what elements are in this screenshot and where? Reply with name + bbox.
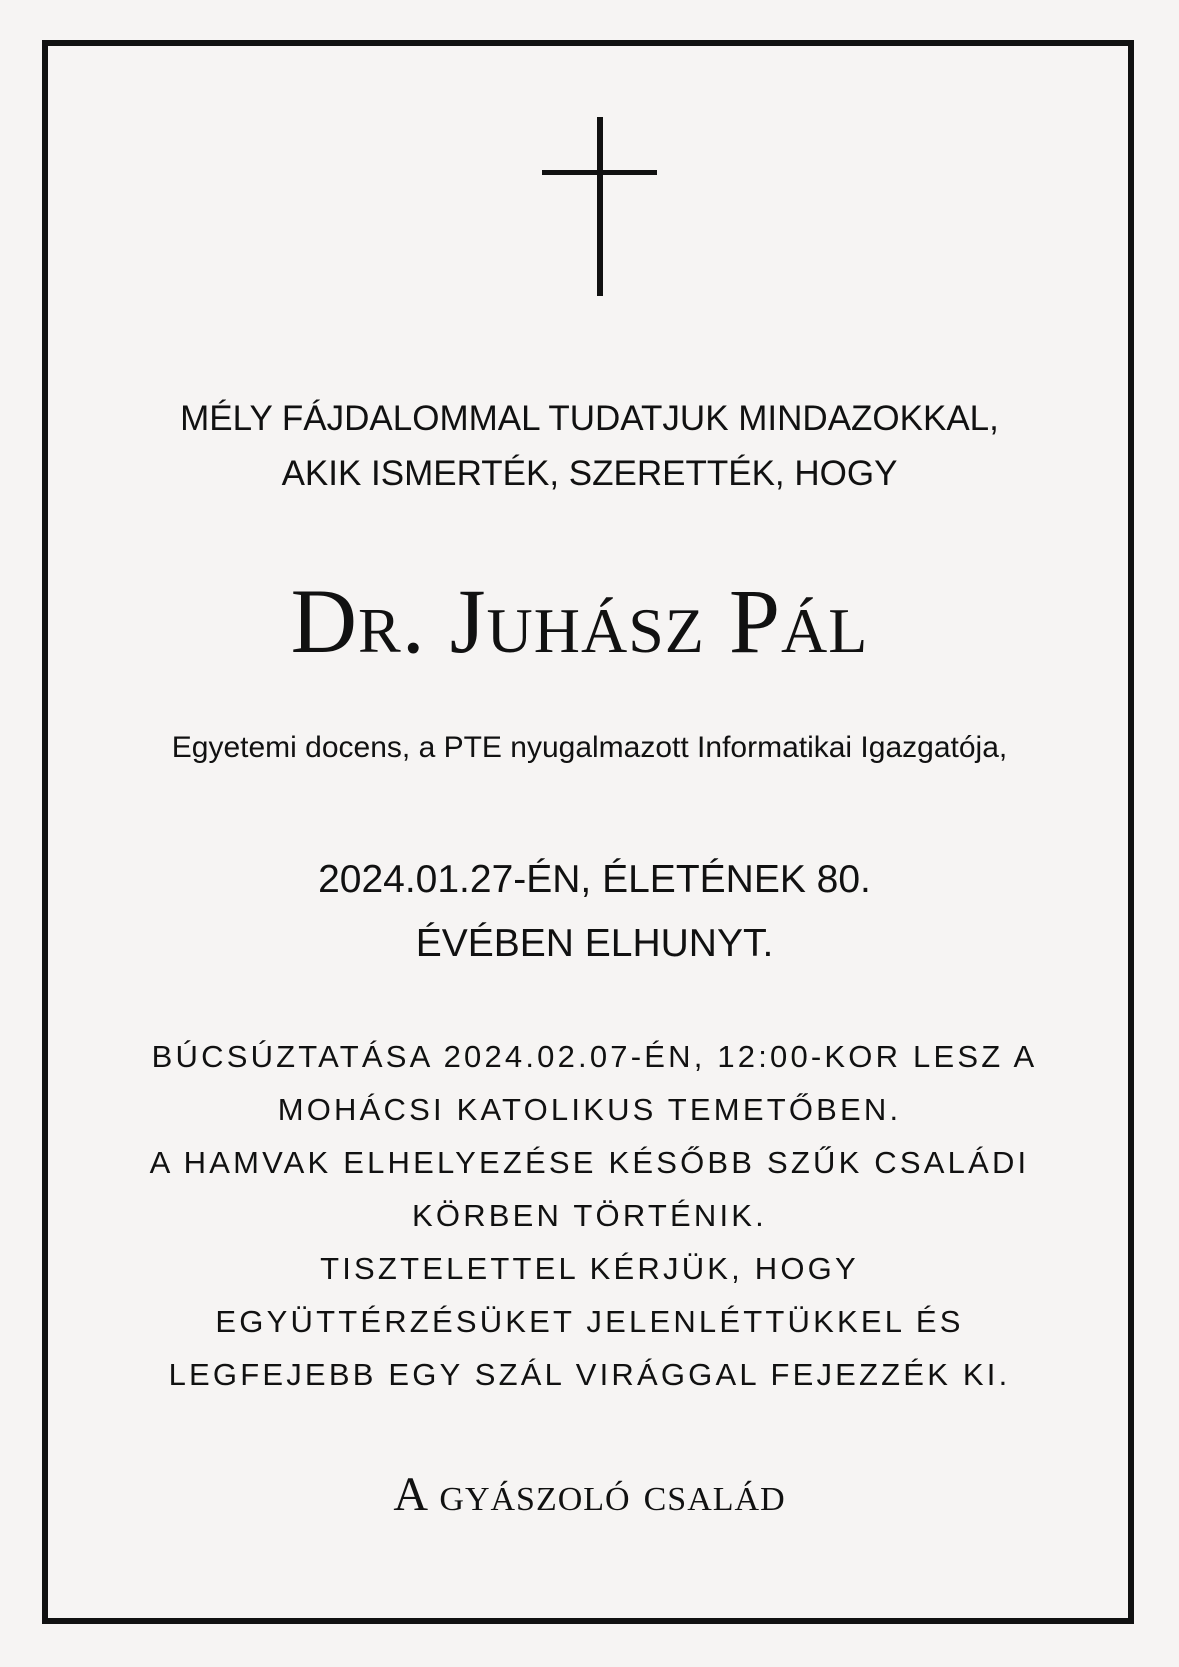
intro-line-1: MÉLY FÁJDALOMMAL TUDATJUK MINDAZOKKAL, <box>180 399 999 438</box>
signoff-family: A gyászoló család <box>393 1468 786 1521</box>
funeral-line-6: EGYÜTTÉRZÉSÜKET JELENLÉTTÜKKEL ÉS <box>215 1304 964 1339</box>
funeral-line-5: TISZTELETTEL KÉRJÜK, HOGY <box>320 1251 859 1286</box>
death-line-1: 2024.01.27-ÉN, ÉLETÉNEK 80. <box>318 858 871 901</box>
funeral-line-3: A HAMVAK ELHELYEZÉSE KÉSŐBB SZŰK CSALÁDI <box>149 1145 1030 1180</box>
deceased-title: Egyetemi docens, a PTE nyugalmazott Informatikai Igazgatója, <box>171 731 1008 764</box>
funeral-line-4: KÖRBEN TÖRTÉNIK. <box>412 1198 767 1233</box>
deceased-name: Dr. Juhász Pál <box>290 570 869 672</box>
intro-line-2: AKIK ISMERTÉK, SZERETTÉK, HOGY <box>281 454 898 493</box>
funeral-line-7: LEGFEJEBB EGY SZÁL VIRÁGGAL FEJEZZÉK KI. <box>168 1357 1011 1392</box>
funeral-line-2: MOHÁCSI KATOLIKUS TEMETŐBEN. <box>277 1092 902 1127</box>
death-line-2: ÉVÉBEN ELHUNYT. <box>415 922 774 965</box>
funeral-line-1: BÚCSÚZTATÁSA 2024.02.07-ÉN, 12:00-KOR LESZ A <box>151 1039 1038 1074</box>
